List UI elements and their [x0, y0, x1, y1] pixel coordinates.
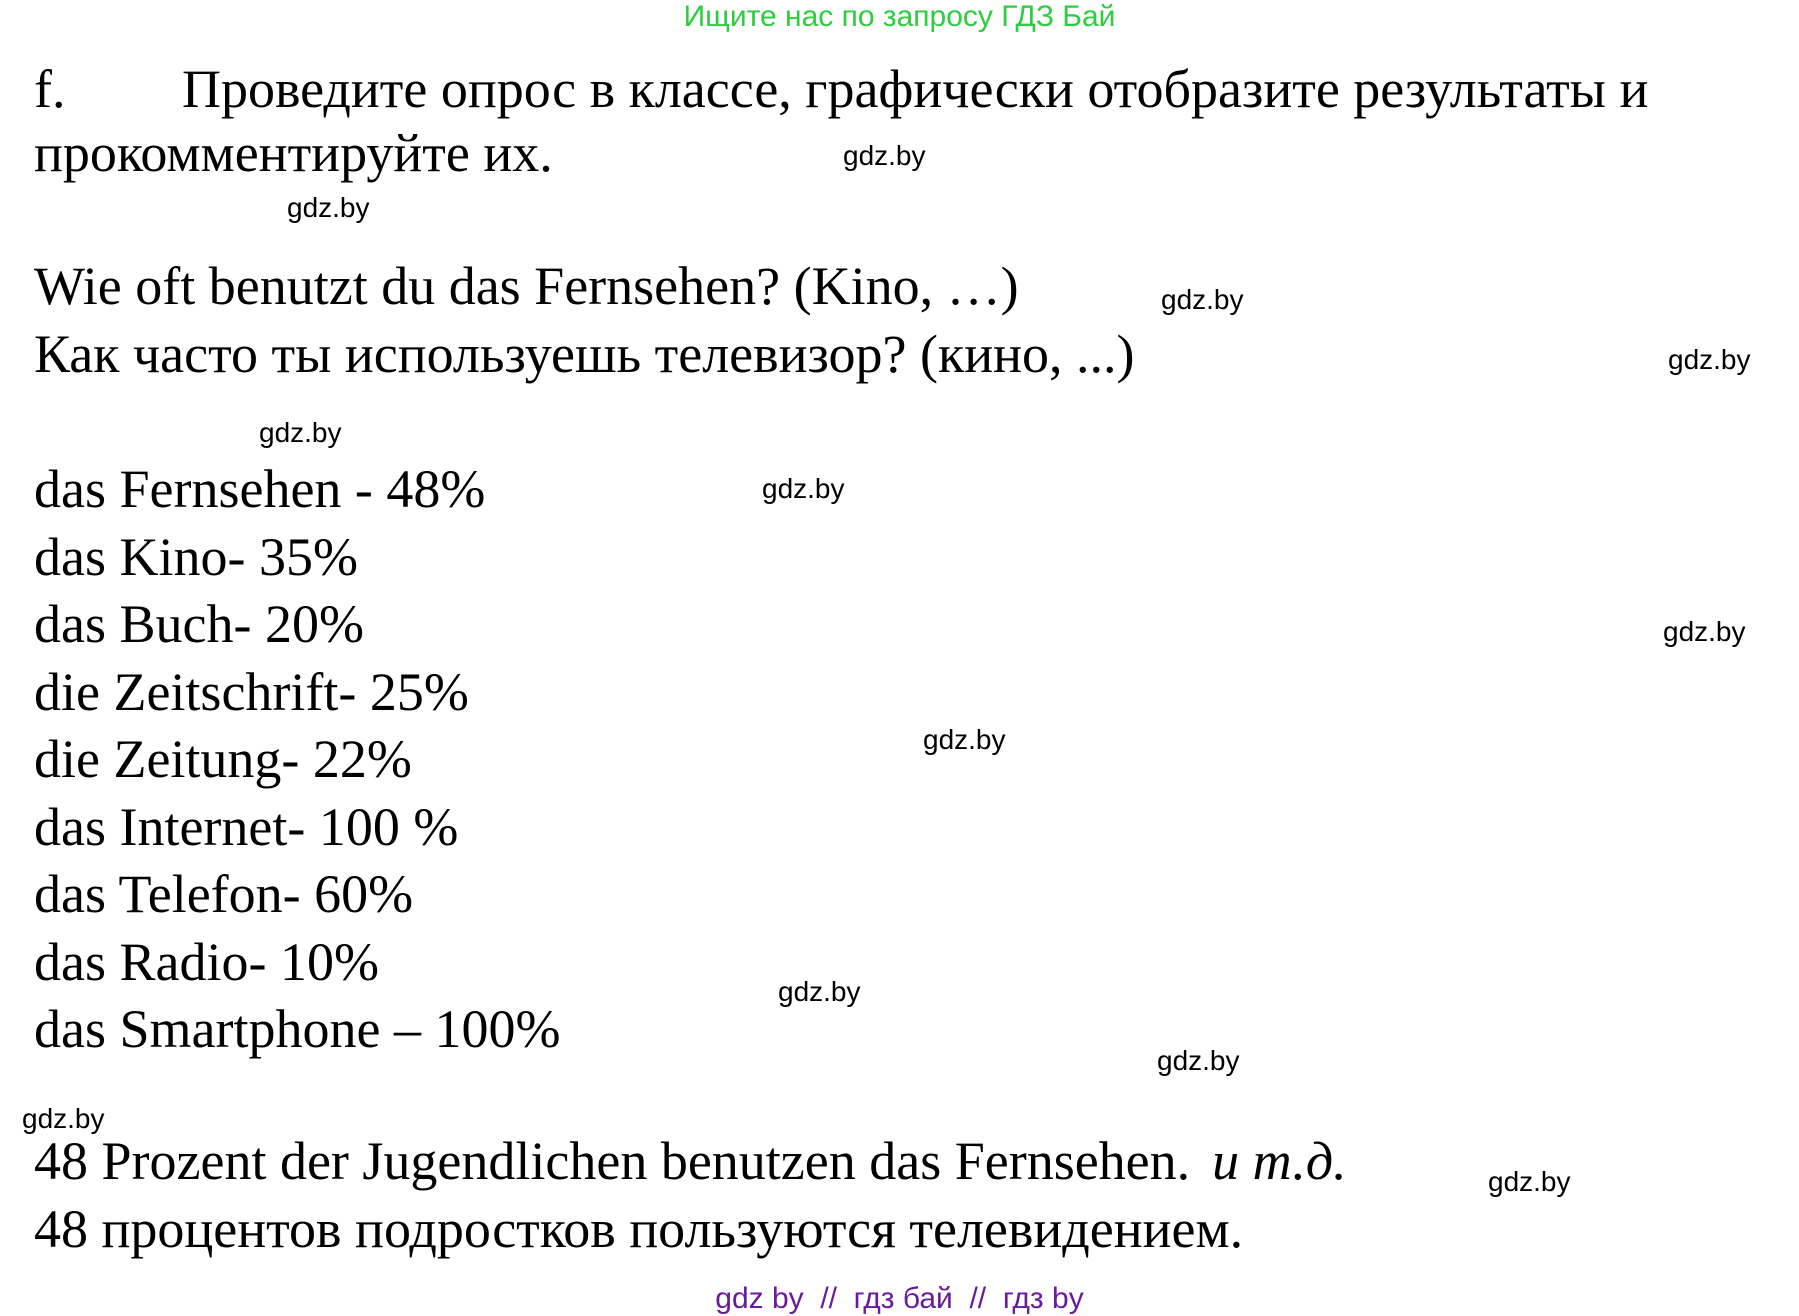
watermark: gdz.by — [762, 473, 845, 504]
watermark: gdz.by — [778, 976, 861, 1007]
result-item-radio: das Radio- 10% — [34, 931, 379, 992]
task-line-1 — [34, 58, 1648, 120]
result-item-fernsehen: das Fernsehen - 48% — [34, 459, 486, 519]
conclusion-german — [34, 1130, 1347, 1192]
survey-results-list — [34, 456, 560, 1064]
result-item-buch: das Buch- 20% — [34, 594, 364, 654]
watermark: gdz.by — [287, 192, 370, 223]
result-item-kino: das Kino- 35% — [34, 526, 358, 587]
etc-note: и т.д. — [1212, 1131, 1347, 1191]
task-line-2: прокомментируйте их. — [34, 123, 553, 183]
watermark: gdz.by — [923, 724, 1006, 755]
watermark: gdz.by — [1663, 616, 1746, 647]
watermark: gdz.by — [1161, 284, 1244, 315]
conclusion-russian: 48 процентов подростков пользуются телевидением. — [34, 1199, 1244, 1259]
result-item-smartphone: das Smartphone – 100% — [34, 999, 561, 1059]
watermark: gdz.by — [22, 1103, 105, 1134]
watermark: gdz.by — [1668, 344, 1751, 375]
result-item-telefon: das Telefon- 60% — [34, 864, 414, 924]
footer-links[interactable]: gdz by // гдз бай // гдз by — [715, 1282, 1084, 1315]
task-instruction-part-1: Проведите опрос в классе, графически отобразите результаты и — [182, 59, 1649, 119]
watermark: gdz.by — [259, 417, 342, 448]
task-label: f. — [34, 59, 66, 119]
watermark: gdz.by — [843, 140, 926, 171]
conclusion-german-text: 48 Prozent der Jugendlichen benutzen das Fernsehen. — [34, 1131, 1191, 1191]
result-item-internet: das Internet- 100 % — [34, 796, 459, 857]
question-german: Wie oft benutzt du das Fernsehen? (Kino, …) — [34, 256, 1019, 316]
watermark: gdz.by — [1157, 1045, 1240, 1076]
search-hint-link[interactable]: Ищите нас по запросу ГДЗ Бай — [683, 0, 1116, 33]
question-russian: Как часто ты используешь телевизор? (кино, ...) — [34, 324, 1135, 384]
watermark: gdz.by — [1488, 1166, 1571, 1197]
result-item-zeitschrift: die Zeitschrift- 25% — [34, 661, 469, 722]
result-item-zeitung: die Zeitung- 22% — [34, 729, 412, 789]
